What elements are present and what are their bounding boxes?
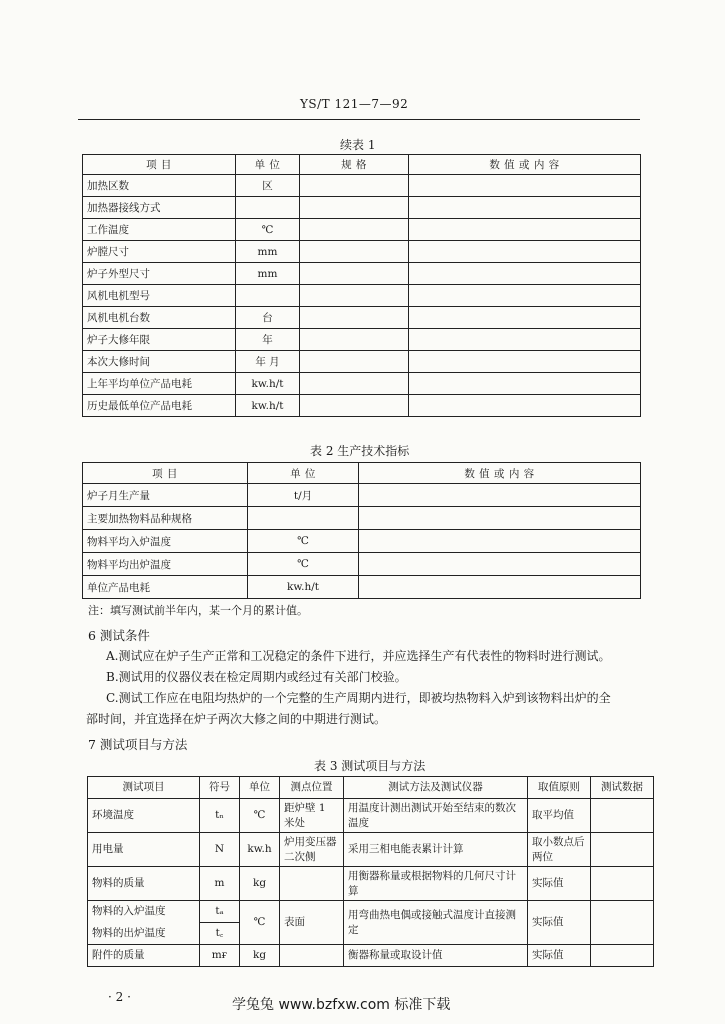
table-1 bbox=[82, 154, 641, 417]
table-row bbox=[83, 553, 641, 576]
table-row bbox=[83, 197, 641, 219]
row-rule: 实际值 bbox=[528, 867, 591, 901]
row-unit: ℃ bbox=[236, 219, 300, 241]
row-symbol: t꜀ bbox=[200, 923, 240, 945]
row-item: 炉子大修年限 bbox=[83, 329, 236, 351]
row-value bbox=[359, 484, 641, 507]
row-value bbox=[409, 241, 641, 263]
row-item: 附件的质量 bbox=[88, 945, 200, 967]
row-unit: ℃ bbox=[240, 901, 280, 945]
row-symbol: tₐ bbox=[200, 901, 240, 923]
row-unit: kw.h bbox=[240, 833, 280, 867]
table-row bbox=[83, 395, 641, 417]
row-data bbox=[591, 901, 654, 945]
row-value bbox=[359, 553, 641, 576]
table-row bbox=[88, 833, 654, 867]
row-point: 距炉壁 1 米处 bbox=[280, 799, 344, 833]
row-spec bbox=[300, 175, 409, 197]
row-value bbox=[359, 530, 641, 553]
row-unit bbox=[236, 285, 300, 307]
header-rule bbox=[78, 119, 640, 120]
section-7-heading: 7 测试项目与方法 bbox=[88, 737, 188, 752]
row-unit: kg bbox=[240, 867, 280, 901]
table-2 bbox=[82, 462, 641, 599]
row-method: 采用三相电能表累计计算 bbox=[344, 833, 528, 867]
row-spec bbox=[300, 263, 409, 285]
table-row bbox=[83, 329, 641, 351]
table3-col-item: 测试项目 bbox=[88, 777, 200, 799]
row-method: 用衡器称量或根据物料的几何尺寸计算 bbox=[344, 867, 528, 901]
paragraph-b: B.测试用的仪器仪表在检定周期内或经过有关部门校验。 bbox=[106, 670, 407, 684]
table-row bbox=[83, 530, 641, 553]
table3-col-point: 测点位置 bbox=[280, 777, 344, 799]
row-unit bbox=[248, 507, 359, 530]
table-row bbox=[83, 507, 641, 530]
row-item: 物料平均入炉温度 bbox=[83, 530, 248, 553]
row-rule: 实际值 bbox=[528, 945, 591, 967]
table-row bbox=[83, 263, 641, 285]
row-unit: 区 bbox=[236, 175, 300, 197]
row-point bbox=[280, 867, 344, 901]
row-value bbox=[409, 373, 641, 395]
table1-title: 续表 1 bbox=[340, 138, 376, 152]
row-data bbox=[591, 833, 654, 867]
row-unit: mm bbox=[236, 241, 300, 263]
table-row bbox=[83, 373, 641, 395]
row-unit: ℃ bbox=[248, 530, 359, 553]
row-value bbox=[409, 351, 641, 373]
row-point bbox=[280, 945, 344, 967]
table-row bbox=[88, 867, 654, 901]
row-unit: kw.h/t bbox=[248, 576, 359, 599]
row-item: 物料平均出炉温度 bbox=[83, 553, 248, 576]
row-unit: 年 bbox=[236, 329, 300, 351]
row-unit: 年 月 bbox=[236, 351, 300, 373]
row-item: 主要加热物料品种规格 bbox=[83, 507, 248, 530]
row-item: 本次大修时间 bbox=[83, 351, 236, 373]
row-point: 炉用变压器二次侧 bbox=[280, 833, 344, 867]
row-value bbox=[409, 263, 641, 285]
table2-note: 注：填写测试前半年内，某一个月的累计值。 bbox=[88, 604, 308, 617]
row-rule: 取平均值 bbox=[528, 799, 591, 833]
row-method: 衡器称量或取设计值 bbox=[344, 945, 528, 967]
row-rule: 取小数点后两位 bbox=[528, 833, 591, 867]
table-row bbox=[83, 307, 641, 329]
paragraph-a: A.测试应在炉子生产正常和工况稳定的条件下进行，并应选择生产有代表性的物料时进行测试。 bbox=[106, 649, 611, 663]
row-spec bbox=[300, 197, 409, 219]
row-item: 风机电机型号 bbox=[83, 285, 236, 307]
row-item: 历史最低单位产品电耗 bbox=[83, 395, 236, 417]
row-item: 风机电机台数 bbox=[83, 307, 236, 329]
row-item: 环境温度 bbox=[88, 799, 200, 833]
table3-col-data: 测试数据 bbox=[591, 777, 654, 799]
table3-title: 表 3 测试项目与方法 bbox=[314, 759, 426, 773]
table-row bbox=[83, 241, 641, 263]
row-symbol: m bbox=[200, 867, 240, 901]
row-spec bbox=[300, 241, 409, 263]
table2-title: 表 2 生产技术指标 bbox=[310, 444, 410, 458]
row-value bbox=[409, 219, 641, 241]
row-value bbox=[359, 576, 641, 599]
row-item: 上年平均单位产品电耗 bbox=[83, 373, 236, 395]
table-row bbox=[83, 175, 641, 197]
table3-col-unit: 单位 bbox=[240, 777, 280, 799]
row-symbol: N bbox=[200, 833, 240, 867]
row-symbol: tₙ bbox=[200, 799, 240, 833]
row-spec bbox=[300, 351, 409, 373]
row-item: 加热器接线方式 bbox=[83, 197, 236, 219]
section-6-body bbox=[82, 646, 642, 730]
table-row bbox=[83, 351, 641, 373]
table-row bbox=[88, 945, 654, 967]
row-item: 加热区数 bbox=[83, 175, 236, 197]
row-value bbox=[359, 507, 641, 530]
row-item: 炉子月生产量 bbox=[83, 484, 248, 507]
table2-col-unit: 单 位 bbox=[248, 463, 359, 484]
table1-header-row bbox=[83, 155, 641, 175]
row-point: 表面 bbox=[280, 901, 344, 945]
row-item: 炉膛尺寸 bbox=[83, 241, 236, 263]
section-6-heading: 6 测试条件 bbox=[88, 628, 150, 643]
row-unit: mm bbox=[236, 263, 300, 285]
row-item: 单位产品电耗 bbox=[83, 576, 248, 599]
paragraph-c: C.测试工作应在电阻均热炉的一个完整的生产周期内进行，即被均热物料入炉到该物料出炉的全 bbox=[106, 691, 611, 705]
paragraph-c-cont: 部时间，并宜选择在炉子两次大修之间的中期进行测试。 bbox=[86, 712, 387, 726]
row-value bbox=[409, 395, 641, 417]
row-item: 物料的质量 bbox=[88, 867, 200, 901]
table1-col-spec: 规 格 bbox=[300, 155, 409, 175]
row-value bbox=[409, 329, 641, 351]
row-item: 用电量 bbox=[88, 833, 200, 867]
row-unit: t/月 bbox=[248, 484, 359, 507]
table3-col-symbol: 符号 bbox=[200, 777, 240, 799]
table3-col-rule: 取值原则 bbox=[528, 777, 591, 799]
row-unit: ℃ bbox=[240, 799, 280, 833]
page-number: · 2 · bbox=[108, 990, 131, 1004]
table2-col-value: 数 值 或 内 容 bbox=[359, 463, 641, 484]
row-method: 用弯曲热电偶或接触式温度计直接测定 bbox=[344, 901, 528, 945]
row-spec bbox=[300, 395, 409, 417]
table1-col-unit: 单 位 bbox=[236, 155, 300, 175]
row-value bbox=[409, 197, 641, 219]
row-value bbox=[409, 175, 641, 197]
document-code: YS/T 121—7—92 bbox=[300, 97, 409, 111]
table-3 bbox=[87, 776, 654, 967]
row-item: 物料的入炉温度 bbox=[88, 901, 200, 923]
row-unit bbox=[236, 197, 300, 219]
row-data bbox=[591, 945, 654, 967]
table-row bbox=[88, 901, 654, 923]
table1-col-item: 项 目 bbox=[83, 155, 236, 175]
row-rule: 实际值 bbox=[528, 901, 591, 945]
table2-header-row bbox=[83, 463, 641, 484]
row-item: 物料的出炉温度 bbox=[88, 923, 200, 945]
table1-col-value: 数 值 或 内 容 bbox=[409, 155, 641, 175]
table3-header-row bbox=[88, 777, 654, 799]
row-spec bbox=[300, 219, 409, 241]
row-unit: kw.h/t bbox=[236, 373, 300, 395]
row-unit: ℃ bbox=[248, 553, 359, 576]
row-data bbox=[591, 867, 654, 901]
row-value bbox=[409, 307, 641, 329]
row-method: 用温度计测出测试开始至结束的数次温度 bbox=[344, 799, 528, 833]
table-row bbox=[83, 576, 641, 599]
row-unit: 台 bbox=[236, 307, 300, 329]
table-row bbox=[83, 219, 641, 241]
table-row bbox=[83, 484, 641, 507]
row-spec bbox=[300, 373, 409, 395]
row-spec bbox=[300, 307, 409, 329]
row-item: 炉子外型尺寸 bbox=[83, 263, 236, 285]
table2-col-item: 项 目 bbox=[83, 463, 248, 484]
row-spec bbox=[300, 285, 409, 307]
row-symbol: mғ bbox=[200, 945, 240, 967]
table3-col-method: 测试方法及测试仪器 bbox=[344, 777, 528, 799]
row-unit: kw.h/t bbox=[236, 395, 300, 417]
row-unit: kg bbox=[240, 945, 280, 967]
table-row bbox=[88, 799, 654, 833]
watermark: 学兔兔 www.bzfxw.com 标准下载 bbox=[232, 997, 451, 1013]
row-value bbox=[409, 285, 641, 307]
row-item: 工作温度 bbox=[83, 219, 236, 241]
table-row bbox=[83, 285, 641, 307]
row-spec bbox=[300, 329, 409, 351]
row-data bbox=[591, 799, 654, 833]
